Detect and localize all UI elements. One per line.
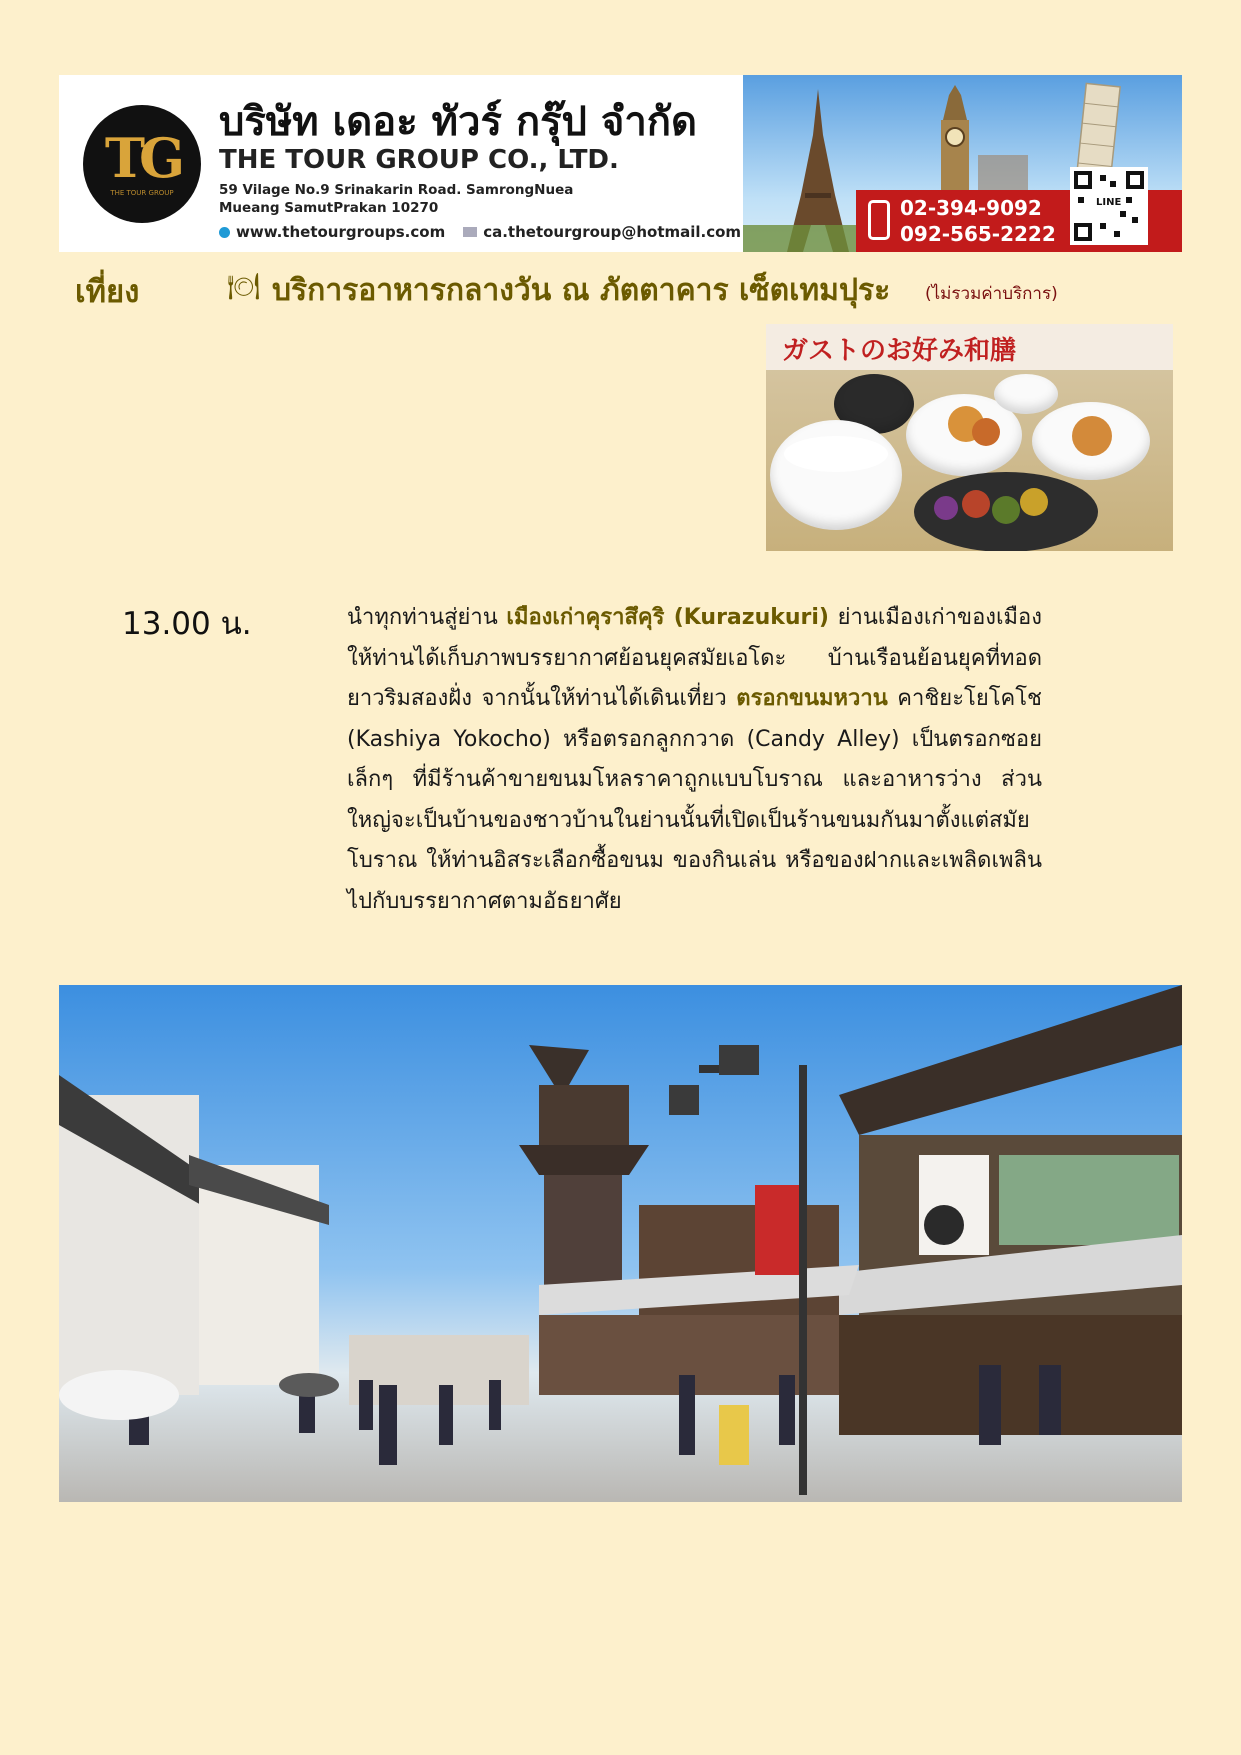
- food-banner-text: ガストのお好み和膳: [782, 336, 1017, 366]
- address-line-2: Mueang SamutPrakan 10270: [219, 200, 439, 216]
- company-banner: [59, 75, 1182, 252]
- contact-line: [219, 223, 741, 241]
- address-line-1: 59 Vilage No.9 Srinakarin Road. SamrongNuea: [219, 182, 574, 198]
- lunch-note: (ไม่รวมค่าบริการ): [925, 284, 1058, 304]
- food-items-icon: [766, 324, 1173, 551]
- phone-number-2[interactable]: 092-565-2222: [900, 222, 1056, 246]
- kawagoe-street-photo: [59, 985, 1182, 1502]
- company-name-thai: บริษัท เดอะ ทัวร์ กรุ๊ป จำกัด: [219, 99, 697, 145]
- activity-text-3: คาชิยะโยโคโช (Kashiya Yokocho) หรือตรอกลูกกวาด (Candy Alley) เป็นตรอกซอยเล็กๆ ที่มีร้านค้าขายขนมโหลราคาถูกแบบโบราณ และอาหารว่าง ส่วนใหญ่จะเป็นบ้านของชาวบ้านในย่านนั้นที่เปิดเป็นร้านขนมกันมาตั้งแต่สมัยโบราณ ให้ท่านอิสระเลือกซื้อขนม ของกินเล่น หรือของฝากและเพลิดเพลินไปกับบรรยากาศตามอัธยาศัย: [347, 686, 1042, 914]
- lunch-time-label: เที่ยง: [75, 274, 140, 310]
- dining-icon: 🍽: [227, 272, 261, 302]
- landmark-photos: [743, 75, 1182, 252]
- line-qr-code[interactable]: [1070, 167, 1148, 245]
- website-link[interactable]: www.thetourgroups.com: [236, 223, 446, 241]
- email-link[interactable]: ca.thetourgroup@hotmail.com: [483, 223, 742, 241]
- activity-description: [347, 598, 1042, 922]
- company-name-en: THE TOUR GROUP CO., LTD.: [219, 145, 619, 175]
- mail-icon: [463, 227, 477, 237]
- activity-text-2: ย่านเมืองเก่าของเมือง ให้ท่านได้เก็บภาพบรรยากาศย้อนยุคสมัยเอโดะ บ้านเรือนย้อนยุคที่ทอดยาวริมสองฝั่ง จากนั้นให้ท่านได้เดินเที่ยว: [347, 605, 1042, 711]
- logo-subtext: THE TOUR GROUP: [110, 189, 174, 197]
- tempura-set-photo: [766, 324, 1173, 551]
- highlight-candy-alley: ตรอกขนมหวาน: [736, 686, 888, 711]
- activity-time: 13.00 น.: [122, 606, 252, 642]
- lunch-description: บริการอาหารกลางวัน ณ ภัตตาคาร เซ็ตเทมปุระ: [272, 273, 891, 308]
- activity-text-1: นำทุกท่านสู่ย่าน: [347, 605, 507, 630]
- company-address: [219, 181, 573, 217]
- qr-label: LINE: [1096, 197, 1122, 208]
- phone-number-1[interactable]: 02-394-9092: [900, 196, 1042, 220]
- company-logo: [83, 105, 201, 223]
- web-icon: [219, 227, 230, 238]
- old-town-scene-icon: [59, 985, 1182, 1502]
- logo-mark: TG: [104, 126, 180, 190]
- highlight-kurazukuri: เมืองเก่าคุราสึคุริ (Kurazukuri): [506, 605, 829, 630]
- phone-icon: [868, 200, 890, 240]
